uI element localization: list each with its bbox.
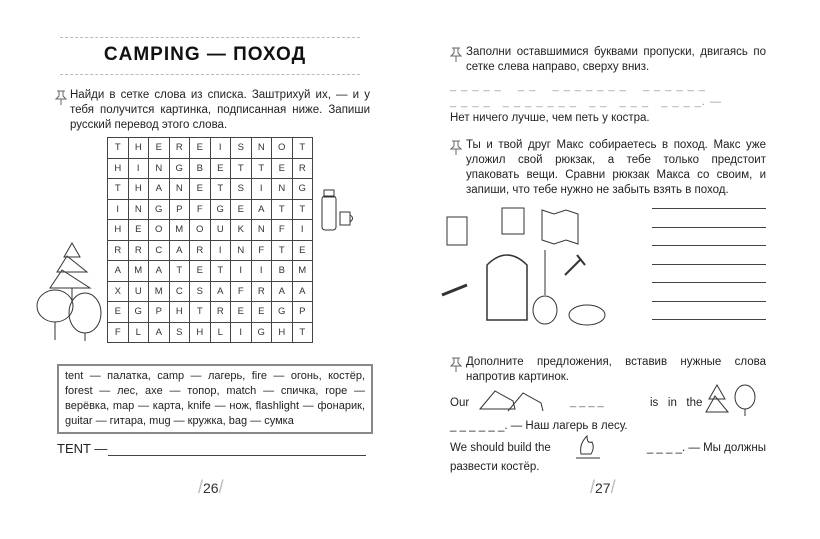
grid-cell[interactable]: T (210, 179, 231, 200)
grid-cell[interactable]: G (251, 322, 272, 343)
task2-instruction: Ты и твой друг Макс собираетесь в поход. Макс уже уложил свой рюкзак, а тебе только предстоит упаковать вещи. Сравни рюкзак Макса со своим, и запиши, что тебе нужно не забыть взять в поход. (466, 139, 766, 196)
grid-cell[interactable]: T (108, 179, 129, 200)
grid-row (108, 220, 313, 241)
grid-cell[interactable]: L (210, 322, 231, 343)
grid-cell[interactable]: A (149, 322, 170, 343)
pushpin-icon (450, 140, 462, 156)
grid-cell[interactable]: A (272, 281, 293, 302)
grid-cell[interactable]: G (128, 302, 149, 323)
grid-cell[interactable]: T (231, 158, 252, 179)
forest-illustration (30, 238, 105, 343)
task1-translation: Нет ничего лучше, чем петь у костра. (450, 112, 650, 124)
grid-cell[interactable]: G (292, 179, 313, 200)
grid-row (108, 179, 313, 200)
grid-cell[interactable]: S (169, 322, 190, 343)
grid-cell[interactable]: I (210, 138, 231, 159)
grid-cell[interactable]: F (190, 199, 211, 220)
packing-answer-line[interactable] (652, 301, 766, 302)
grid-row (108, 199, 313, 220)
packing-answer-line[interactable] (652, 282, 766, 283)
grid-cell[interactable]: T (251, 158, 272, 179)
grid-cell[interactable]: C (169, 281, 190, 302)
word-list-box: tent — палатка, camp — лагерь, fire — огонь, костёр, forest — лес, axe — топор, match — спичка, rope — верёвка, map — карта, knife — нож, flashlight — фонарик, guitar — гитара, mug — кружка, bag — сумка (57, 364, 373, 434)
grid-cell[interactable]: H (272, 322, 293, 343)
grid-row (108, 158, 313, 179)
grid-cell[interactable]: C (149, 240, 170, 261)
grid-cell[interactable]: M (128, 261, 149, 282)
tents-icon (478, 385, 558, 413)
grid-cell[interactable]: I (231, 261, 252, 282)
title-bottom-divider (60, 74, 360, 75)
grid-cell[interactable]: E (231, 302, 252, 323)
grid-cell[interactable]: S (231, 138, 252, 159)
packing-answer-line[interactable] (652, 208, 766, 209)
grid-cell[interactable]: N (128, 199, 149, 220)
packing-answer-line[interactable] (652, 319, 766, 320)
grid-cell[interactable]: T (169, 261, 190, 282)
sentence2-start: We should build the (450, 442, 551, 454)
grid-cell[interactable]: N (169, 179, 190, 200)
grid-cell[interactable]: E (190, 261, 211, 282)
answer-line[interactable] (108, 455, 366, 456)
grid-cell[interactable]: U (210, 220, 231, 241)
grid-cell[interactable]: T (190, 302, 211, 323)
grid-cell[interactable]: B (272, 261, 293, 282)
grid-cell[interactable]: I (251, 179, 272, 200)
grid-cell[interactable]: S (190, 281, 211, 302)
grid-cell[interactable]: E (149, 138, 170, 159)
grid-cell[interactable]: M (292, 261, 313, 282)
grid-cell[interactable]: E (292, 240, 313, 261)
grid-cell[interactable]: H (128, 179, 149, 200)
grid-cell[interactable]: R (169, 138, 190, 159)
grid-cell[interactable]: R (251, 281, 272, 302)
grid-cell[interactable]: I (231, 322, 252, 343)
guitar-icon (533, 296, 557, 324)
grid-cell[interactable]: T (210, 261, 231, 282)
grid-cell[interactable]: E (190, 179, 211, 200)
grid-cell[interactable]: G (272, 302, 293, 323)
answer-label: TENT — (57, 441, 108, 456)
grid-cell[interactable]: A (108, 261, 129, 282)
grid-cell[interactable]: N (149, 158, 170, 179)
grid-row (108, 240, 313, 261)
grid-cell[interactable]: U (128, 281, 149, 302)
sentence2-end: развести костёр. (450, 461, 540, 473)
grid-cell[interactable]: I (128, 158, 149, 179)
grid-cell[interactable]: H (128, 138, 149, 159)
grid-cell[interactable]: R (108, 240, 129, 261)
grid-cell[interactable]: K (231, 220, 252, 241)
grid-cell[interactable]: E (108, 302, 129, 323)
grid-cell[interactable]: M (169, 220, 190, 241)
grid-cell[interactable]: O (190, 220, 211, 241)
grid-cell[interactable]: T (292, 322, 313, 343)
packing-answer-line[interactable] (652, 227, 766, 228)
blanks-line-2[interactable]: _ _ _ _ _ _ _ _ _ _ _ _ _ _ _ _ _ _ _ _. — (450, 96, 722, 108)
grid-cell[interactable]: R (128, 240, 149, 261)
grid-cell[interactable]: E (272, 158, 293, 179)
grid-cell[interactable]: T (292, 199, 313, 220)
grid-cell[interactable]: M (149, 281, 170, 302)
sentence1-mid: is in the (650, 397, 703, 409)
grid-cell[interactable]: E (251, 302, 272, 323)
page-number-right: /27/ (590, 477, 616, 497)
knife-icon (442, 285, 467, 295)
grid-cell[interactable]: A (169, 240, 190, 261)
grid-cell[interactable]: N (272, 179, 293, 200)
grid-cell[interactable]: L (128, 322, 149, 343)
campfire-icon (573, 432, 603, 462)
pushpin-icon (450, 357, 462, 373)
forest-icon (705, 382, 765, 417)
page-title: CAMPING — ПОХОД (103, 44, 307, 65)
grid-cell[interactable]: O (272, 138, 293, 159)
grid-cell[interactable]: I (292, 220, 313, 241)
grid-cell[interactable]: T (272, 199, 293, 220)
pushpin-icon (450, 47, 462, 63)
grid-cell[interactable]: A (292, 281, 313, 302)
task3-instruction: Дополните предложения, вставив нужные слова напротив картинок. (466, 356, 766, 383)
rope-icon (569, 305, 605, 325)
grid-cell[interactable]: P (169, 199, 190, 220)
grid-cell[interactable]: I (108, 199, 129, 220)
word-search-grid (107, 137, 313, 343)
grid-cell[interactable]: T (292, 138, 313, 159)
blanks-line-1[interactable]: _ _ _ _ _ _ _ _ _ _ _ _ _ _ _ _ _ _ _ _ (450, 80, 706, 92)
grid-cell[interactable]: B (190, 158, 211, 179)
grid-cell[interactable]: G (210, 199, 231, 220)
grid-cell[interactable]: P (292, 302, 313, 323)
grid-cell[interactable]: P (149, 302, 170, 323)
title-top-divider (60, 37, 360, 38)
axe-icon (565, 255, 585, 275)
grid-cell[interactable]: E (128, 220, 149, 241)
grid-cell[interactable]: R (210, 302, 231, 323)
packing-answer-line[interactable] (652, 245, 766, 246)
grid-cell[interactable]: S (231, 179, 252, 200)
sentence1-blank[interactable]: _ _ _ _ (570, 396, 604, 408)
grid-cell[interactable]: H (169, 302, 190, 323)
grid-cell[interactable]: T (108, 138, 129, 159)
grid-cell[interactable]: N (251, 138, 272, 159)
backpack-items-illustration (437, 205, 647, 330)
grid-cell[interactable]: E (210, 158, 231, 179)
task-instruction: Найди в сетке слова из списка. Заштрихуй их, — и у тебя получится картинка, подписанная ниже. Запиши русский перевод этого слова. (70, 89, 370, 131)
page-number-left: /26/ (198, 477, 224, 497)
grid-cell[interactable]: F (251, 240, 272, 261)
grid-cell[interactable]: G (169, 158, 190, 179)
grid-cell[interactable]: A (149, 261, 170, 282)
map-icon (542, 210, 578, 244)
matchbox-icon (502, 208, 524, 234)
grid-cell[interactable]: X (108, 281, 129, 302)
flashlight-icon (447, 217, 467, 245)
grid-cell[interactable]: N (231, 240, 252, 261)
grid-row (108, 322, 313, 343)
grid-cell[interactable]: F (231, 281, 252, 302)
grid-cell[interactable]: F (272, 220, 293, 241)
pushpin-icon (55, 90, 67, 106)
grid-cell[interactable]: E (231, 199, 252, 220)
grid-row (108, 302, 313, 323)
grid-cell[interactable]: A (149, 179, 170, 200)
grid-cell[interactable]: H (108, 220, 129, 241)
grid-cell[interactable]: N (251, 220, 272, 241)
grid-cell[interactable]: A (210, 281, 231, 302)
grid-cell[interactable]: R (292, 158, 313, 179)
grid-row (108, 281, 313, 302)
grid-cell[interactable]: F (108, 322, 129, 343)
grid-cell[interactable]: I (210, 240, 231, 261)
grid-row (108, 261, 313, 282)
grid-cell[interactable]: A (251, 199, 272, 220)
packing-answer-line[interactable] (652, 264, 766, 265)
sentence1-end: _ _ _ _ _ _. — Наш лагерь в лесу. (450, 420, 628, 432)
grid-cell[interactable]: R (190, 240, 211, 261)
backpack-icon (487, 255, 527, 320)
grid-cell[interactable]: I (251, 261, 272, 282)
grid-cell[interactable]: T (272, 240, 293, 261)
grid-cell[interactable]: H (108, 158, 129, 179)
grid-cell[interactable]: O (149, 220, 170, 241)
grid-cell[interactable]: E (190, 138, 211, 159)
grid-cell[interactable]: G (149, 199, 170, 220)
thermos-and-mug-illustration (318, 188, 358, 233)
grid-row (108, 138, 313, 159)
task1-instruction: Заполни оставшимися буквами пропуски, двигаясь по сетке слева направо, сверху вниз. (466, 46, 766, 73)
grid-cell[interactable]: H (190, 322, 211, 343)
sentence2-blank[interactable]: _ _ _ _. — Мы должны (646, 442, 766, 454)
sentence1-start: Our (450, 397, 470, 409)
